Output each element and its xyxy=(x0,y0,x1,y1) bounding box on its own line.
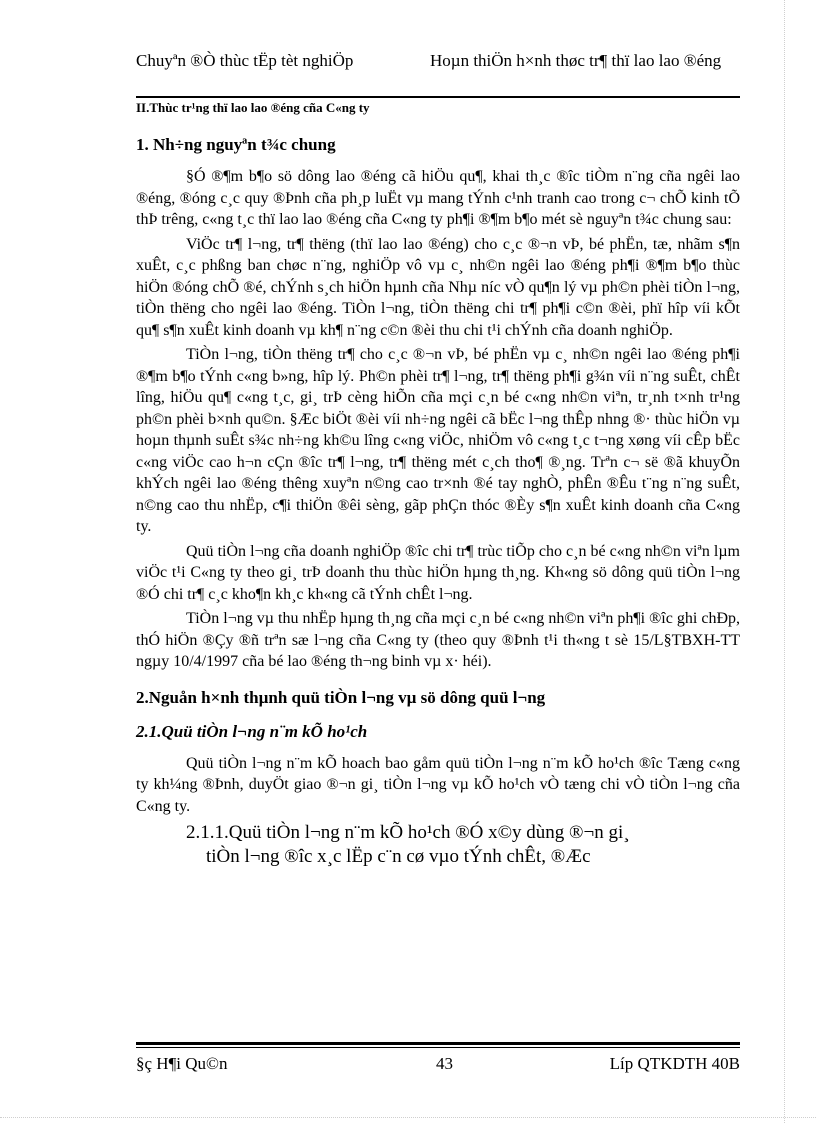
paragraph-subsection-2-1-1 xyxy=(136,821,740,869)
paragraph-1: §Ó ®¶m b¶o sö dông lao ®éng cã hiÖu qu¶, khai th¸c ®îc tiÒm n¨ng cña ngêi lao ®éng, ®óng c¸c quy ®Þnh cña ph¸p luËt vµ mang tÝnh c¹nh tranh cao trong c¬ chÕ kinh tÕ thÞ trêng, c«ng t¸c thï lao lao ®éng cña C«ng ty ph¶i ®¶m b¶o mét sè nguyªn t¾c chung sau: xyxy=(136,168,740,228)
subsection-line-1: 2.1.1.Quü tiÒn l¬ng n¨m kÕ ho¹ch ®Ó x©y dùng ®¬n gi¸ xyxy=(186,822,630,843)
footer-author: §ç H¶i Qu©n xyxy=(136,1054,228,1073)
header-report-title: Hoµn thiÖn h×nh thøc tr¶ thï lao lao ®éng xyxy=(430,51,722,70)
footer-divider-thick xyxy=(136,1042,740,1045)
paragraph-2: ViÖc tr¶ l¬ng, tr¶ thëng (thï lao lao ®éng) cho c¸c ®¬n vÞ, bé phËn, tæ, nhãm s¶n xuÊt, c¸c phßng ban chøc n¨ng, nghiÖp vô vµ c¸ nh©n ngêi lao ®éng ph¶i ®¶m b¶o thùc hiÖn ®óng chÕ ®é, chÝnh s¸ch hiÖn hµnh cña Nhµ níc vÒ qu¶n lý vµ ph©n phèi tiÒn l¬ng, tiÒn thëng cho ngêi lao ®éng. TiÒn l¬ng, tiÒn thëng chi tr¶ ph¶i c©n ®èi, phï hîp víi kÕt qu¶ s¶n xuÊt kinh doanh vµ kh¶ n¨ng c©n ®èi thu chi t¹i chÝnh cña doanh nghiÖp. xyxy=(136,235,740,339)
heading-principles: 1. Nh÷ng nguyªn t¾c chung xyxy=(136,135,336,154)
paragraph-5: TiÒn l¬ng vµ thu nhËp hµng th¸ng cña mçi c¸n bé c«ng nh©n viªn ph¶i ®îc ghi chÐp, thÓ hiÖn ®Çy ®ñ trªn sæ l¬ng cña C«ng ty (theo quy ®Þnh t¹i th«ng t sè 15/L§TBXH-TT ngµy 10/4/1997 cña bé lao ®éng th¬ng binh vµ x· héi). xyxy=(136,610,740,670)
header-report-type: Chuyªn ®Ò thùc tËp tèt nghiÖp xyxy=(136,51,354,70)
header-section-title: II.Thùc tr¹ng thï lao lao ®éng cña C«ng ty xyxy=(136,100,370,115)
subsection-line-2: tiÒn l¬ng ®îc x¸c lËp c¨n cø vµo tÝnh chÊt, ®Æc xyxy=(206,846,591,867)
paragraph-4: Quü tiÒn l¬ng cña doanh nghiÖp ®îc chi tr¶ trùc tiÕp cho c¸n bé c«ng nh©n viªn lµm viÖc t¹i C«ng ty theo gi¸ trÞ doanh thu thùc hiÖn hµng th¸ng. Kh«ng sö dông quü tiÒn l¬ng ®Ó chi tr¶ c¸c kho¶n kh¸c kh«ng cã tÝnh chÊt l¬ng. xyxy=(136,542,740,603)
page-header xyxy=(136,50,740,72)
heading-plan-year-fund: 2.1.Quü tiÒn l¬ng n¨m kÕ ho¹ch xyxy=(136,721,368,741)
page-body xyxy=(136,134,740,869)
footer-divider-thin xyxy=(136,1047,740,1048)
page-edge-guide-horizontal xyxy=(0,1117,816,1118)
page-edge-guide-vertical xyxy=(784,0,785,1123)
paragraph-3: TiÒn l¬ng, tiÒn thëng tr¶ cho c¸c ®¬n vÞ, bé phËn vµ c¸ nh©n ngêi lao ®éng ph¶i ®¶m b¶o tÝnh c«ng b»ng, hîp lý. Ph©n phèi tr¶ l¬ng, tr¶ thëng ph¶i g¾n víi n¨ng suÊt, chÊt lîng, hiÖu qu¶ c«ng t¸c, gi¸ trÞ cèng hiÕn cña mçi c¸n bé c«ng nh©n viªn, tr¸nh t×nh tr¹ng ph©n phèi b×nh qu©n. §Æc biÖt ®èi víi nh÷ng ngêi cã bËc l¬ng thÊp nhng ®· thùc hiÖn vµ hoµn thµnh suÊt s¾c nh÷ng kh©u lîng c«ng viÖc, nhiÖm vô c«ng t¸c t¬ng xøng víi cÊp bËc c«ng viÖc cao h¬n cÇn ®îc tr¶ l¬ng, tr¶ thëng mét c¸ch tho¶ ®¸ng. Trªn c¬ së ®ã khuyÕn khÝch ngêi lao ®éng thêng xuyªn n©ng cao tr×nh ®é tay nghÒ, phÊn ®Êu t¨ng n¨ng suÊt, n©ng cao thu nhËp, c¶i thiÖn ®êi sèng, gãp phÇn thóc ®Èy s¶n xuÊt kinh doanh cña C«ng ty. xyxy=(136,346,740,535)
footer-class: Líp QTKDTH 40B xyxy=(609,1054,740,1073)
header-divider xyxy=(136,96,740,98)
heading-wage-fund-sources: 2.Nguån h×nh thµnh quü tiÒn l¬ng vµ sö dông quü l¬ng xyxy=(136,687,546,707)
paragraph-plan-fund: Quü tiÒn l¬ng n¨m kÕ hoach bao gåm quü tiÒn l¬ng n¨m kÕ ho¹ch ®îc Tæng c«ng ty kh¼ng ®Þnh, duyÖt giao ®¬n gi¸ tiÒn l¬ng vµ kÕ ho¹ch vÒ tæng chi vÒ tiÒn l¬ng cña C«ng ty. xyxy=(136,754,740,815)
footer-page-number: 43 xyxy=(436,1054,453,1073)
